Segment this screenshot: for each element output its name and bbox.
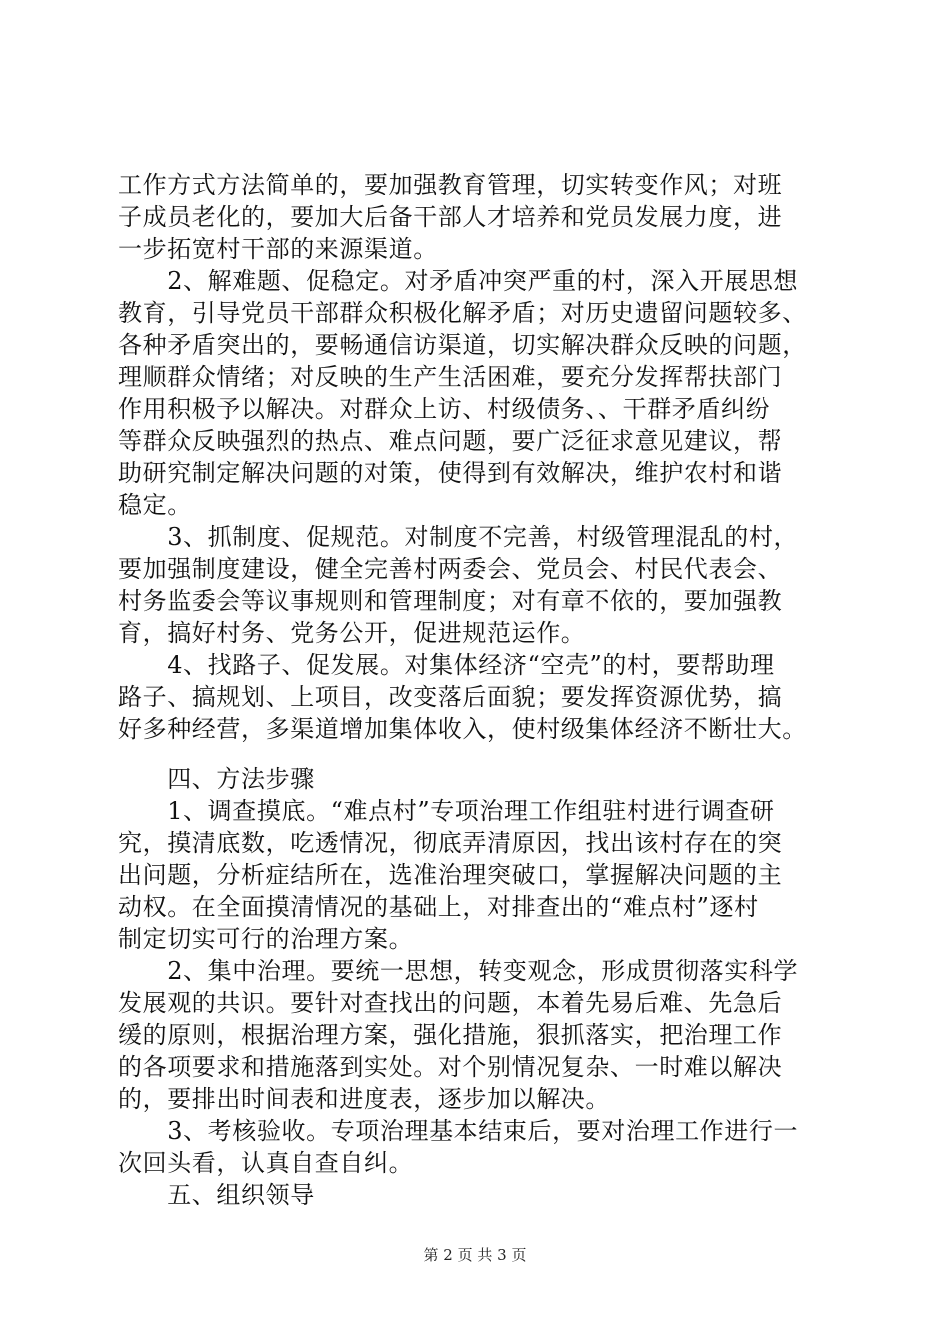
body-text-line: 出问题，分析症结所在，选准治理突破口，掌握解决问题的主	[118, 861, 783, 889]
body-text-line: 一步拓宽村干部的来源渠道。	[118, 235, 438, 263]
body-text-line: 育，搞好村务、党务公开，促进规范运作。	[118, 619, 586, 647]
body-text-line: 发展观的共识。要针对查找出的问题，本着先易后难、先急后	[118, 989, 783, 1017]
body-text-line: 次回头看，认真自查自纠。	[118, 1149, 414, 1177]
body-text-line: 稳定。	[118, 491, 192, 519]
body-text-line: 的各项要求和措施落到实处。对个别情况复杂、一时难以解决	[118, 1053, 783, 1081]
body-text-line: 2、解难题、促稳定。对矛盾冲突严重的村，深入开展思想	[118, 267, 799, 295]
body-text-line: 子成员老化的，要加大后备干部人才培养和党员发展力度，进	[118, 203, 783, 231]
body-text-line: 助研究制定解决问题的对策，使得到有效解决，维护农村和谐	[118, 459, 783, 487]
body-text-line: 动权。在全面摸清情况的基础上，对排查出的“难点村”逐村	[118, 893, 759, 921]
body-text-line: 2、集中治理。要统一思想，转变观念，形成贯彻落实科学	[118, 957, 799, 985]
body-text-line: 村务监委会等议事规则和管理制度；对有章不依的，要加强教	[118, 587, 783, 615]
page-number-footer: 第 2 页 共 3 页	[423, 1246, 527, 1264]
body-text-line: 缓的原则，根据治理方案，强化措施，狠抓落实，把治理工作	[118, 1021, 783, 1049]
body-text-line: 各种矛盾突出的，要畅通信访渠道，切实解决群众反映的问题，	[118, 331, 807, 359]
body-text-line: 路子、搞规划、上项目，改变落后面貌；要发挥资源优势，搞	[118, 683, 783, 711]
body-text-line: 4、找路子、促发展。对集体经济“空壳”的村，要帮助理	[118, 651, 775, 679]
body-text-line: 工作方式方法简单的，要加强教育管理，切实转变作风；对班	[118, 171, 783, 199]
body-text-line: 好多种经营，多渠道增加集体收入，使村级集体经济不断壮大。	[118, 715, 807, 743]
body-text-line: 3、考核验收。专项治理基本结束后，要对治理工作进行一	[118, 1117, 799, 1145]
section-heading: 四、方法步骤	[118, 765, 315, 793]
body-text-line: 等群众反映强烈的热点、难点问题，要广泛征求意见建议，帮	[118, 427, 783, 455]
body-text-line: 1、调查摸底。“难点村”专项治理工作组驻村进行调查研	[118, 797, 775, 825]
body-text-line: 3、抓制度、促规范。对制度不完善，村级管理混乱的村，	[118, 523, 799, 551]
body-text-line: 究，摸清底数，吃透情况，彻底弄清原因，找出该村存在的突	[118, 829, 783, 857]
body-text-line: 教育，引导党员干部群众积极化解矛盾；对历史遗留问题较多、	[118, 299, 807, 327]
section-heading: 五、组织领导	[118, 1181, 315, 1209]
body-text-line: 的，要排出时间表和进度表，逐步加以解决。	[118, 1085, 610, 1113]
body-text-line: 制定切实可行的治理方案。	[118, 925, 414, 953]
body-text-line: 作用积极予以解决。对群众上访、村级债务、、干群矛盾纠纷	[118, 395, 771, 423]
body-text-line: 要加强制度建设，健全完善村两委会、党员会、村民代表会、	[118, 555, 783, 583]
body-text-line: 理顺群众情绪；对反映的生产生活困难，要充分发挥帮扶部门	[118, 363, 783, 391]
